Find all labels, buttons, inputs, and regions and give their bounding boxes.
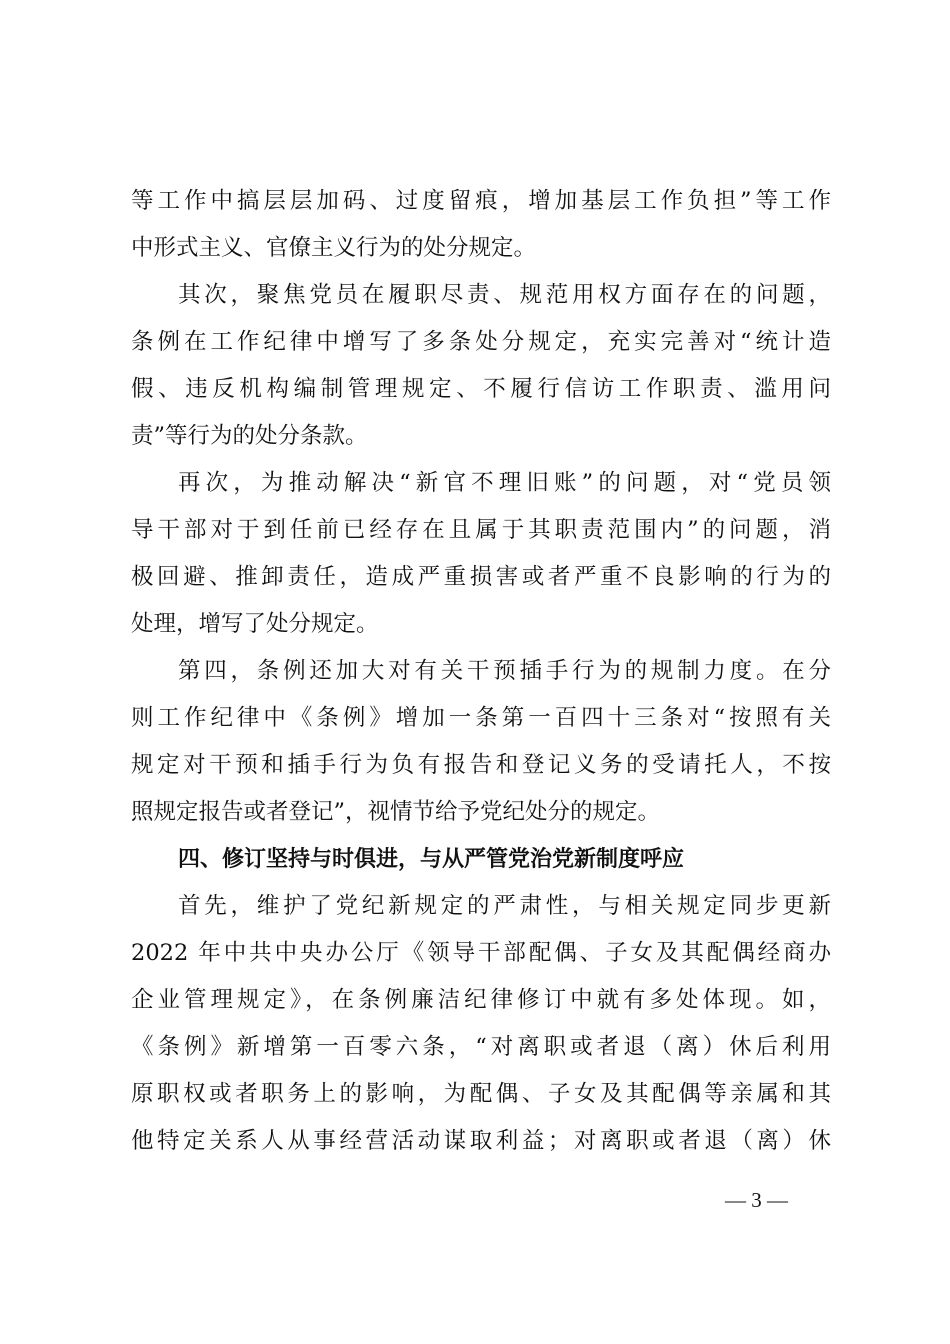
text-line: 极回避、推卸责任，造成严重损害或者严重不良影响的行为的 xyxy=(131,564,831,590)
text-line: 2022 年中共中央办公厅《领导干部配偶、子女及其配偶经商办 xyxy=(131,940,831,966)
text-line: 责”等行为的处分条款。 xyxy=(131,423,368,449)
text-line: 则工作纪律中《条例》增加一条第一百四十三条对“按照有关 xyxy=(131,705,831,731)
section-heading: 四、修订坚持与时俱进，与从严管党治党新制度呼应 xyxy=(178,847,685,872)
page-number: — 3 — xyxy=(725,1188,788,1212)
text-line: 原职权或者职务上的影响，为配偶、子女及其配偶等亲属和其 xyxy=(131,1081,831,1107)
text-line: 等工作中搞层层加码、过度留痕，增加基层工作负担”等工作 xyxy=(131,188,831,214)
text-line: 规定对干预和插手行为负有报告和登记义务的受请托人，不按 xyxy=(131,752,831,778)
text-line: 照规定报告或者登记”，视情节给予党纪处分的规定。 xyxy=(131,799,661,825)
text-line: 中形式主义、官僚主义行为的处分规定。 xyxy=(131,235,537,261)
text-line: 《条例》新增第一百零六条，“对离职或者退（离）休后利用 xyxy=(131,1034,831,1060)
text-line: 假、违反机构编制管理规定、不履行信访工作职责、滥用问 xyxy=(131,376,831,402)
text-line: 处理，增写了处分规定。 xyxy=(131,611,379,637)
paragraph-start-line: 第四，条例还加大对有关干预插手行为的规制力度。在分 xyxy=(178,658,831,684)
paragraph-start-line: 再次，为推动解决“新官不理旧账”的问题，对“党员领 xyxy=(178,470,831,496)
paragraph-start-line: 其次，聚焦党员在履职尽责、规范用权方面存在的问题， xyxy=(178,282,831,308)
document-body xyxy=(131,178,831,1165)
paragraph-start-line: 首先，维护了党纪新规定的严肃性，与相关规定同步更新 xyxy=(178,893,831,919)
text-line: 企业管理规定》，在条例廉洁纪律修订中就有多处体现。如， xyxy=(131,987,831,1013)
text-line: 条例在工作纪律中增写了多条处分规定，充实完善对“统计造 xyxy=(131,329,831,355)
text-line: 他特定关系人从事经营活动谋取利益；对离职或者退（离）休 xyxy=(131,1128,831,1154)
text-line: 导干部对于到任前已经存在且属于其职责范围内”的问题，消 xyxy=(131,517,831,543)
